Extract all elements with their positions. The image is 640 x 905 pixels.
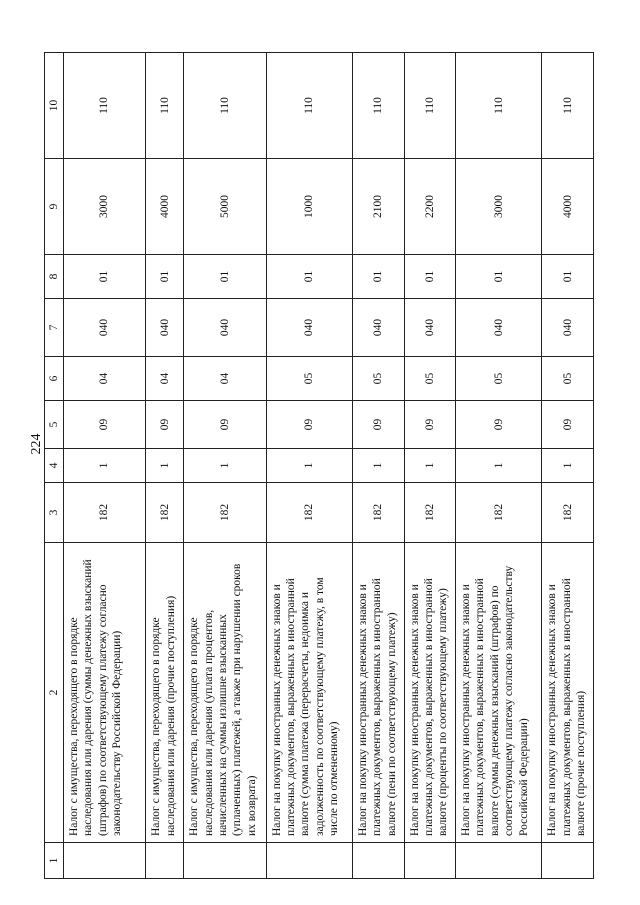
table-cell: 040 — [542, 299, 594, 357]
table-cell: 01 — [184, 255, 266, 299]
table-cell — [184, 843, 266, 879]
table-row — [266, 53, 352, 879]
table-cell: 182 — [404, 483, 456, 543]
table-cell-description: Налог на покупку иностранных денежных знаков и платежных документов, выраженных в иностранной валюте (пени по соответствующему платежу) — [352, 543, 404, 843]
table-cell: 182 — [184, 483, 266, 543]
table-cell: 040 — [266, 299, 352, 357]
table-cell: 040 — [352, 299, 404, 357]
table-cell: 2100 — [352, 159, 404, 255]
table-cell: 04 — [146, 357, 184, 401]
table-cell: 05 — [542, 357, 594, 401]
table-cell: 09 — [184, 401, 266, 449]
header-cell: 3 — [45, 483, 64, 543]
table-cell-description: Налог на покупку иностранных денежных знаков и платежных документов, выраженных в иностранной валюте (сумма платежа (перерасчеты, недоимка и задолженность по соответствующему платежу, в том числе по отмененному) — [266, 543, 352, 843]
table-cell: 09 — [404, 401, 456, 449]
table-cell: 01 — [352, 255, 404, 299]
table-cell: 182 — [146, 483, 184, 543]
table-cell: 2200 — [404, 159, 456, 255]
table-cell: 05 — [266, 357, 352, 401]
table-cell: 01 — [542, 255, 594, 299]
table-row — [184, 53, 266, 879]
table-cell-description: Налог на покупку иностранных денежных знаков и платежных документов, выраженных в иностранной валюте (прочие поступления) — [542, 543, 594, 843]
table-cell-description: Налог с имущества, переходящего в порядке наследования или дарения (уплата процентов, начисленных на суммы излишне взысканных (уплаченных) платежей, а также при нарушении сроков их возврата) — [184, 543, 266, 843]
table-cell: 4000 — [542, 159, 594, 255]
table-cell: 1 — [352, 449, 404, 483]
table-cell: 3000 — [64, 159, 146, 255]
table-cell: 1 — [266, 449, 352, 483]
table-row — [64, 53, 146, 879]
table-cell — [352, 843, 404, 879]
page-number: 224 — [29, 433, 44, 455]
table-cell: 09 — [266, 401, 352, 449]
table-cell: 5000 — [184, 159, 266, 255]
header-cell: 9 — [45, 159, 64, 255]
table-row — [146, 53, 184, 879]
table-cell: 040 — [184, 299, 266, 357]
table-row — [404, 53, 456, 879]
table-cell: 01 — [456, 255, 542, 299]
table-cell: 01 — [64, 255, 146, 299]
table-cell: 4000 — [146, 159, 184, 255]
budget-code-table — [44, 52, 594, 879]
table-cell: 110 — [146, 53, 184, 159]
table-cell: 110 — [64, 53, 146, 159]
header-cell: 1 — [45, 843, 64, 879]
table-cell: 05 — [352, 357, 404, 401]
table-cell: 040 — [146, 299, 184, 357]
table-cell: 110 — [542, 53, 594, 159]
table-cell: 09 — [542, 401, 594, 449]
table-cell: 182 — [64, 483, 146, 543]
header-cell: 8 — [45, 255, 64, 299]
table-row — [352, 53, 404, 879]
header-cell: 5 — [45, 401, 64, 449]
table-cell: 1 — [146, 449, 184, 483]
table-cell: 040 — [404, 299, 456, 357]
table-cell: 09 — [352, 401, 404, 449]
table-cell: 110 — [456, 53, 542, 159]
table-cell: 01 — [146, 255, 184, 299]
header-cell: 7 — [45, 299, 64, 357]
table-cell-description: Налог на покупку иностранных денежных знаков и платежных документов, выраженных в иностранной валюте (проценты по соответствующему платежу) — [404, 543, 456, 843]
table-cell: 110 — [352, 53, 404, 159]
table-cell: 182 — [542, 483, 594, 543]
table-cell: 182 — [352, 483, 404, 543]
table-cell: 040 — [64, 299, 146, 357]
table-cell — [542, 843, 594, 879]
header-row — [45, 53, 64, 879]
table-cell: 110 — [404, 53, 456, 159]
header-cell: 4 — [45, 449, 64, 483]
table-cell: 04 — [64, 357, 146, 401]
table-cell: 09 — [456, 401, 542, 449]
table-cell: 1 — [542, 449, 594, 483]
table-cell: 09 — [64, 401, 146, 449]
header-cell: 6 — [45, 357, 64, 401]
table-cell: 05 — [404, 357, 456, 401]
table-cell-description: Налог с имущества, переходящего в порядке наследования или дарения (суммы денежных взысканий (штрафов) по соответствующему платежу согласно законодательству Российской Федерации) — [64, 543, 146, 843]
table-cell: 040 — [456, 299, 542, 357]
table-cell: 01 — [404, 255, 456, 299]
table-cell: 1 — [404, 449, 456, 483]
table-cell-description: Налог на покупку иностранных денежных знаков и платежных документов, выраженных в иностранной валюте (суммы денежных взысканий (штрафов) по соответствующему платежу согласно законодательству Российской Федерации) — [456, 543, 542, 843]
table-cell: 1 — [64, 449, 146, 483]
table-cell: 05 — [456, 357, 542, 401]
table-cell — [456, 843, 542, 879]
table-cell: 182 — [456, 483, 542, 543]
table-cell — [404, 843, 456, 879]
table-cell — [266, 843, 352, 879]
table-cell: 04 — [184, 357, 266, 401]
header-cell: 10 — [45, 53, 64, 159]
table-cell: 1 — [184, 449, 266, 483]
table-cell: 01 — [266, 255, 352, 299]
table-cell-description: Налог с имущества, переходящего в порядке наследования или дарения (прочие поступления) — [146, 543, 184, 843]
table-cell — [64, 843, 146, 879]
table-cell: 1000 — [266, 159, 352, 255]
table-row — [456, 53, 542, 879]
table-cell — [146, 843, 184, 879]
rotated-table-wrapper — [44, 53, 594, 879]
header-cell: 2 — [45, 543, 64, 843]
table-cell: 1 — [456, 449, 542, 483]
table-cell: 110 — [266, 53, 352, 159]
table-cell: 110 — [184, 53, 266, 159]
table-cell: 182 — [266, 483, 352, 543]
table-cell: 09 — [146, 401, 184, 449]
table-cell: 3000 — [456, 159, 542, 255]
table-row — [542, 53, 594, 879]
